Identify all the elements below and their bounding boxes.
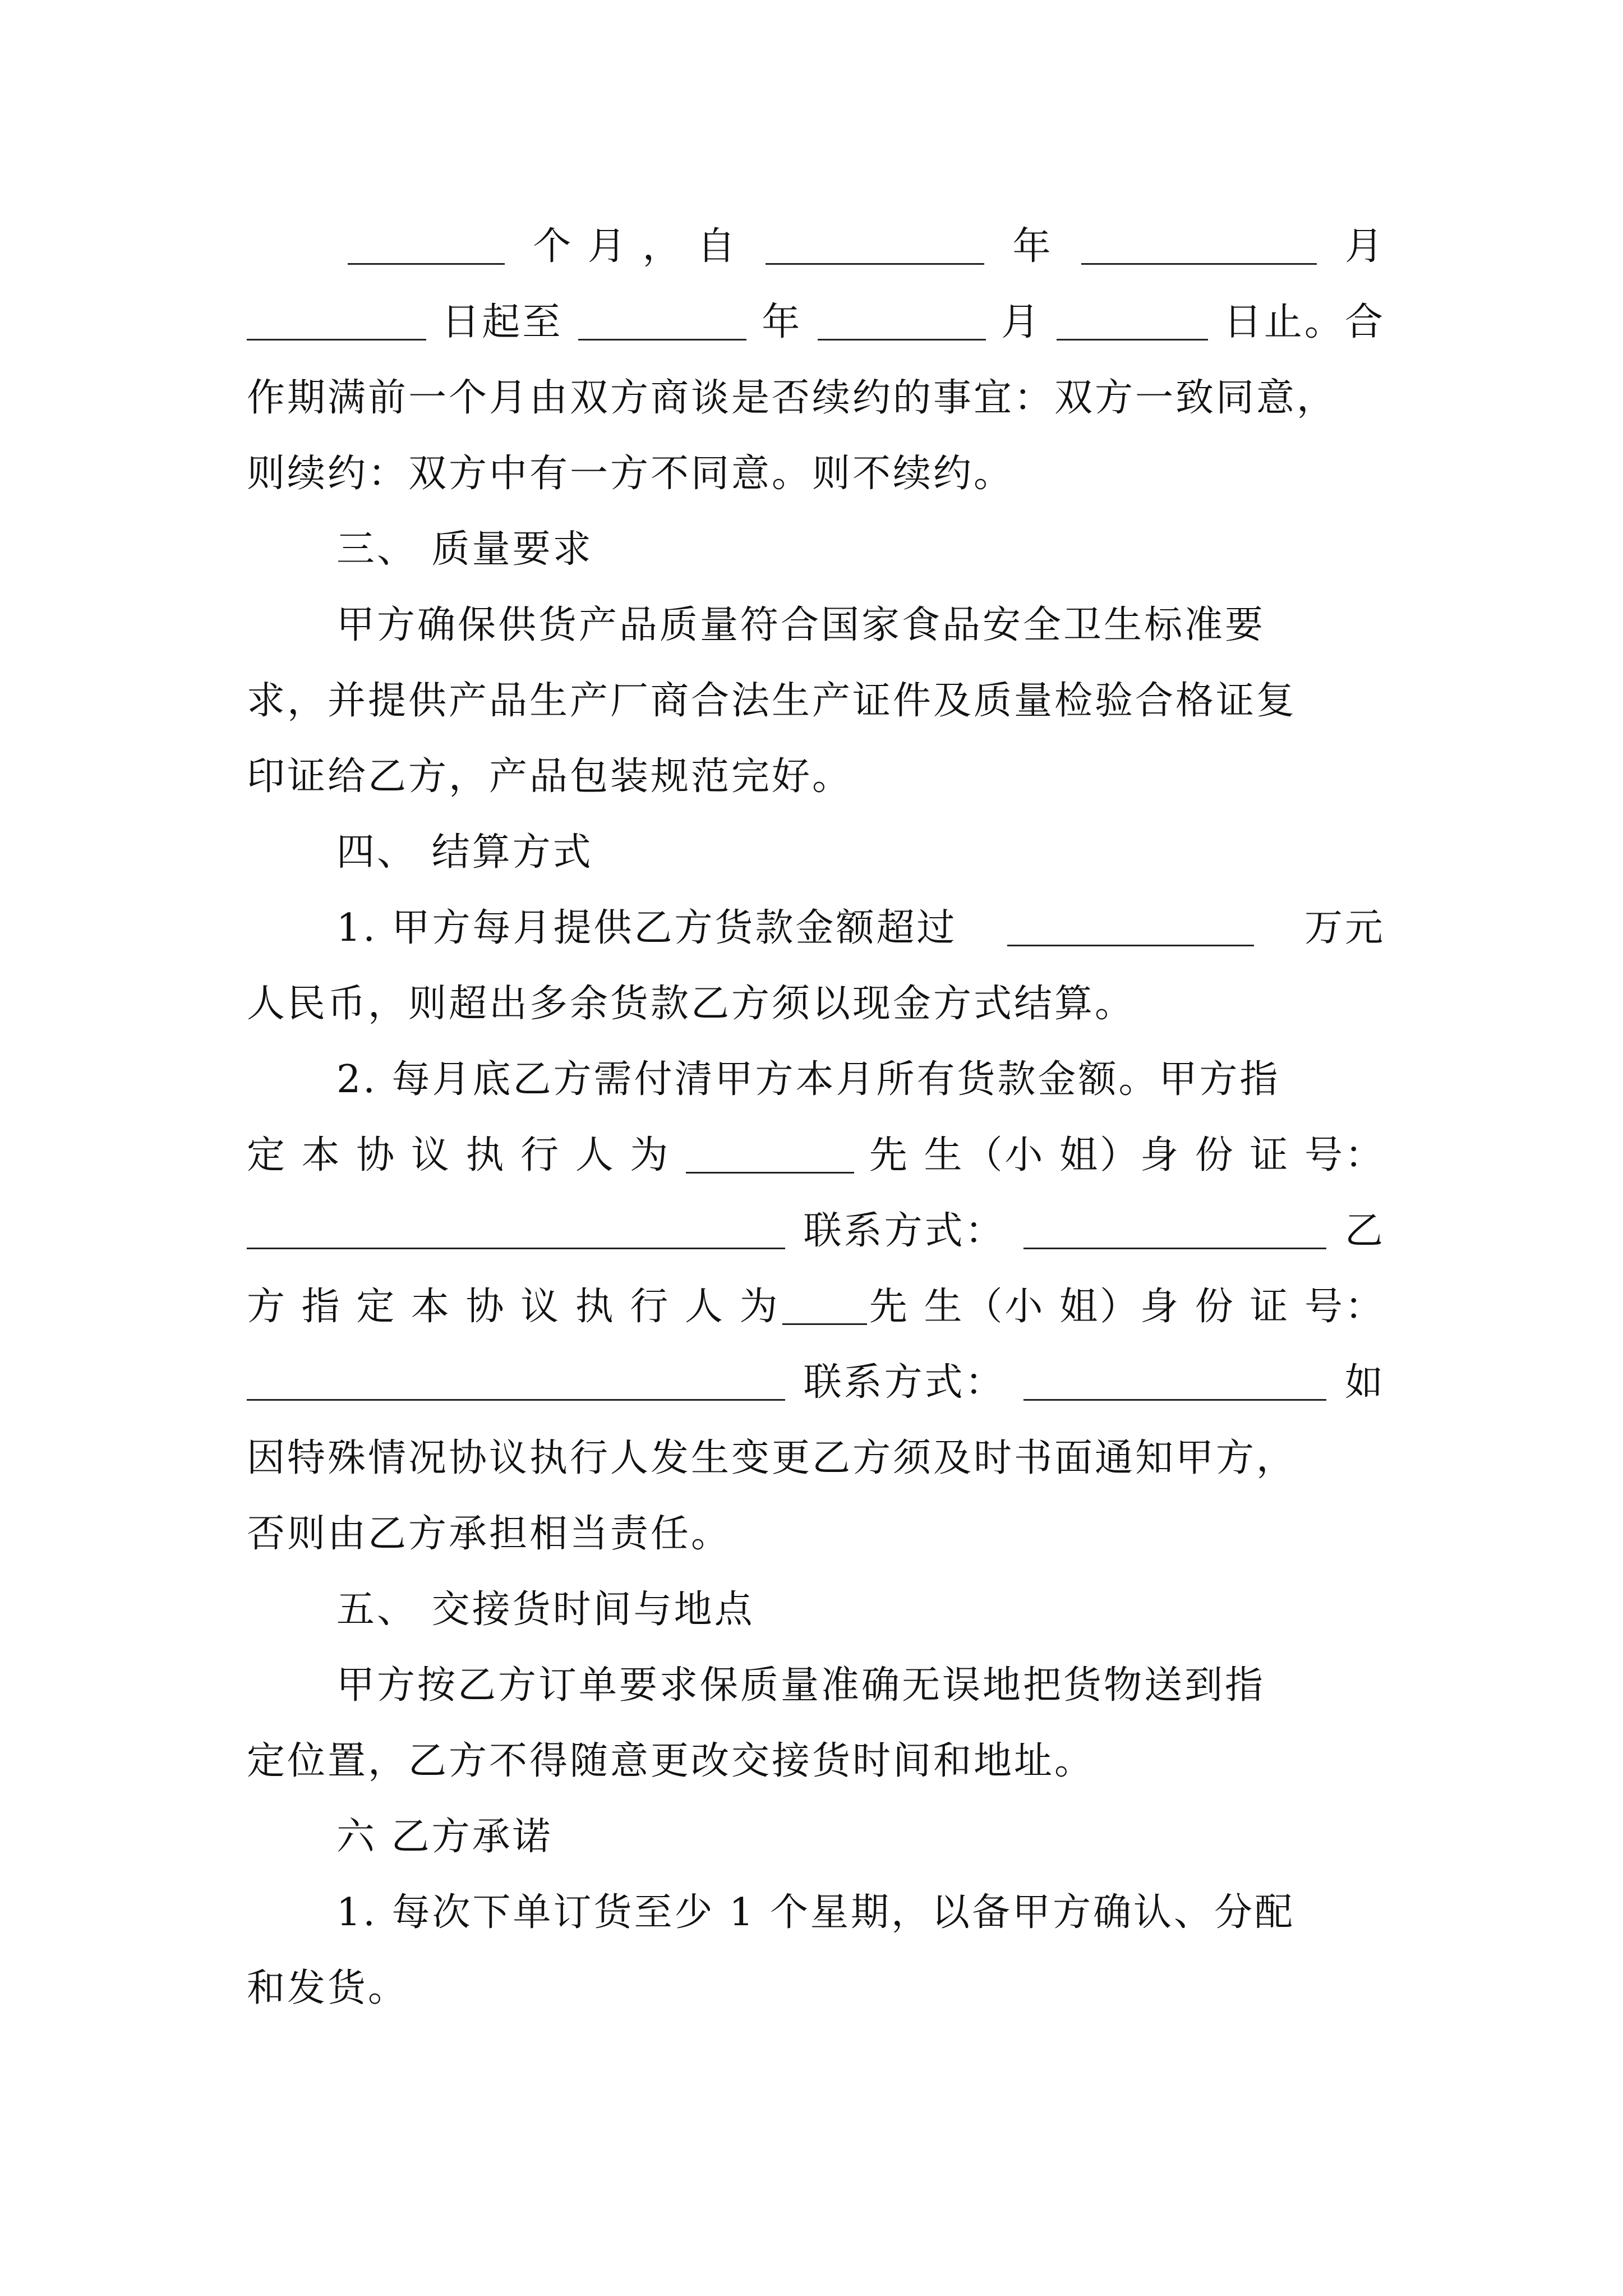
paragraph-line: 人民币，则超出多余货款乙方须以现金方式结算。	[247, 982, 1136, 1026]
blank-executor-a-id[interactable]	[247, 1214, 785, 1249]
paragraph-line: 1. 每次下单订货至少 1 个星期，以备甲方确认、分配	[336, 1890, 1295, 1935]
blank-executor-a-name[interactable]	[686, 1138, 854, 1174]
text-day-end: 日止。合	[1223, 300, 1385, 344]
text-year-2: 年	[762, 300, 803, 344]
blank-start-month[interactable]	[1081, 229, 1317, 265]
paragraph-line: 因特殊情况协议执行人发生变更乙方须及时书面通知甲方，	[247, 1436, 1297, 1480]
blank-amount[interactable]	[1007, 911, 1254, 946]
blank-executor-b-id[interactable]	[247, 1365, 785, 1401]
section-heading-delivery: 五、 交接货时间与地点	[336, 1588, 755, 1632]
paragraph-line: 否则由乙方承担相当责任。	[247, 1512, 732, 1556]
paragraph-line: 则续约：双方中有一方不同意。则不续约。	[247, 452, 1015, 496]
line-party-a-executor	[247, 1128, 1385, 1184]
blank-start-year[interactable]	[766, 229, 984, 265]
blank-months[interactable]	[348, 229, 505, 265]
text-if: 如	[1344, 1360, 1385, 1405]
text-id-number-a: 先 生（小 姐）身 份 证 号：	[869, 1133, 1385, 1177]
paragraph-line: 甲方按乙方订单要求保质量准确无误地把货物送到指	[336, 1663, 1266, 1708]
paragraph-line: 印证给乙方，产品包装规范完好。	[247, 754, 853, 799]
text-id-number-b: 先 生（小 姐）身 份 证 号：	[869, 1285, 1385, 1329]
section-heading-quality: 三、 质量要求	[336, 527, 593, 572]
text-year: 年	[1012, 224, 1053, 269]
line-term-dates	[247, 295, 1385, 351]
text-party-b-start: 乙	[1344, 1209, 1385, 1253]
blank-start-day[interactable]	[247, 305, 426, 341]
paragraph-line: 和发货。	[247, 1966, 409, 2010]
text-day-until: 日起至	[441, 300, 563, 344]
line-term-duration	[247, 219, 1385, 275]
paragraph-line: 2. 每月底乙方需付清甲方本月所有货款金额。甲方指	[336, 1057, 1280, 1102]
blank-executor-b-contact[interactable]	[1023, 1365, 1326, 1401]
paragraph-line: 甲方确保供货产品质量符合国家食品安全卫生标准要	[336, 603, 1266, 647]
paragraph-line: 定位置，乙方不得随意更改交接货时间和地址。	[247, 1739, 1095, 1783]
text-month: 月	[1344, 224, 1385, 269]
text-contact-b: 联系方式：	[803, 1360, 1006, 1405]
blank-executor-b-name[interactable]	[782, 1290, 867, 1325]
text-executor-b: 方 指 定 本 协 议 执 行 人 为	[247, 1285, 780, 1329]
text-months-from: 个 月 ， 自	[533, 224, 738, 269]
line-payment-limit	[336, 900, 1385, 956]
blank-end-day[interactable]	[1057, 305, 1208, 341]
section-heading-commitment: 六 乙方承诺	[336, 1815, 553, 1859]
line-party-a-contact	[247, 1203, 1385, 1259]
paragraph-line: 作期满前一个月由双方商谈是否续约的事宜：双方一致同意，	[247, 376, 1338, 420]
text-contact-a: 联系方式：	[803, 1209, 1006, 1253]
paragraph-line: 求，并提供产品生产厂商合法生产证件及质量检验合格证复	[247, 679, 1297, 723]
line-party-b-contact	[247, 1355, 1385, 1411]
line-party-b-executor	[247, 1279, 1385, 1335]
section-heading-settlement: 四、 结算方式	[336, 830, 593, 875]
blank-executor-a-contact[interactable]	[1023, 1214, 1326, 1249]
text-payment-exceed: 1. 甲方每月提供乙方货款金额超过	[336, 906, 957, 950]
text-wan-yuan: 万元	[1304, 906, 1385, 950]
text-month-2: 月	[1001, 300, 1042, 344]
blank-end-year[interactable]	[578, 305, 746, 341]
blank-end-month[interactable]	[818, 305, 986, 341]
text-executor-a: 定 本 协 议 执 行 人 为	[247, 1133, 671, 1177]
